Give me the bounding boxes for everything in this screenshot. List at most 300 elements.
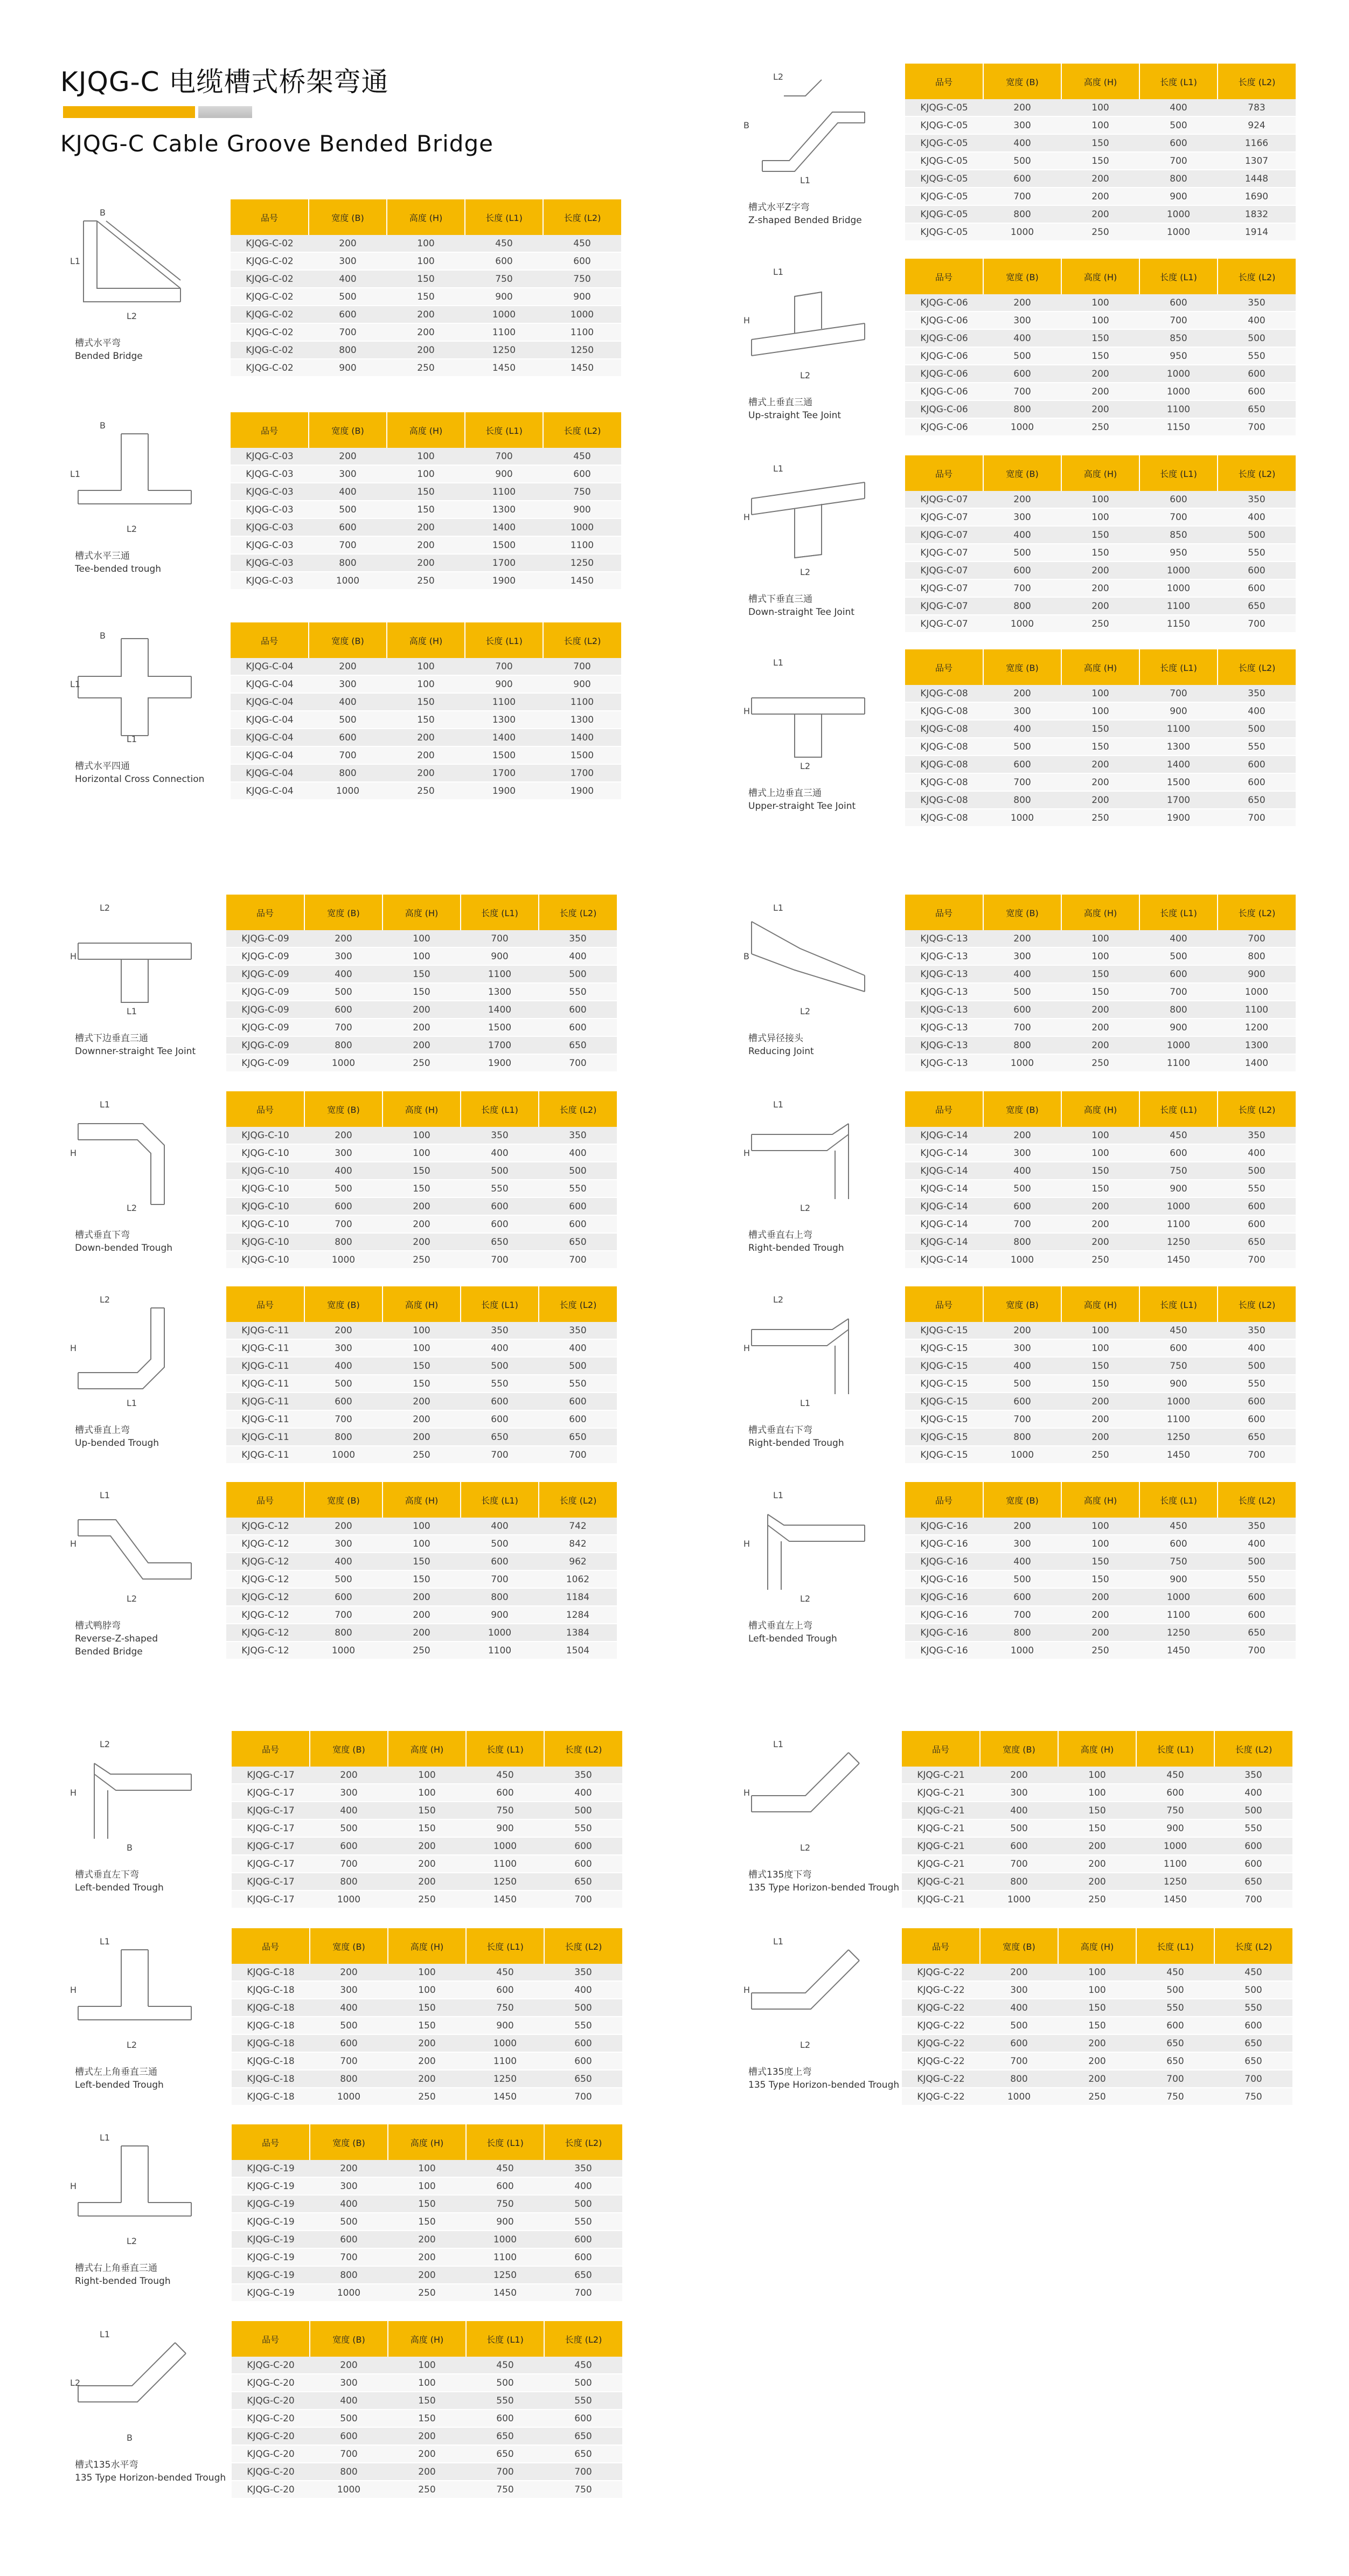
table-cell: 1000 xyxy=(543,306,621,323)
table-cell: KJQG-C-02 xyxy=(231,288,309,306)
table-cell: KJQG-C-21 xyxy=(902,1891,980,1908)
table-cell: 150 xyxy=(387,270,465,288)
table-cell: 700 xyxy=(983,1215,1061,1233)
dimension-label: L1 xyxy=(100,2132,110,2143)
table-header-row xyxy=(905,649,1296,685)
table-cell: 500 xyxy=(304,1180,383,1197)
table-cell: 200 xyxy=(1061,1606,1139,1624)
table-cell: 600 xyxy=(1139,491,1218,508)
table-cell: 500 xyxy=(1136,1981,1214,1999)
dimension-label: L1 xyxy=(127,1398,137,1408)
table-cell: 500 xyxy=(539,1162,617,1180)
spec-table xyxy=(902,1928,1292,2106)
table-row xyxy=(905,720,1296,738)
table-cell: KJQG-C-11 xyxy=(226,1410,304,1428)
table-cell: 200 xyxy=(1061,562,1139,579)
table-row xyxy=(902,2034,1292,2052)
dimension-label: L2 xyxy=(70,2378,81,2388)
table-row xyxy=(905,1518,1296,1535)
table-cell: KJQG-C-14 xyxy=(905,1251,983,1269)
table-cell: 600 xyxy=(539,1019,617,1036)
table-cell: 200 xyxy=(983,1518,1061,1535)
table-cell: 200 xyxy=(388,2463,466,2481)
table-cell: KJQG-C-03 xyxy=(231,536,309,554)
table-cell: KJQG-C-18 xyxy=(232,1999,310,2017)
table-row xyxy=(232,1981,622,1999)
column-header: 高度 (H) xyxy=(383,1286,461,1322)
table-cell: 350 xyxy=(1218,491,1296,508)
table-cell: 400 xyxy=(310,2195,388,2213)
table-cell: 100 xyxy=(388,1981,466,1999)
table-cell: 100 xyxy=(388,2374,466,2392)
table-cell: 150 xyxy=(383,1553,461,1570)
table-cell: 300 xyxy=(310,1981,388,1999)
table-cell: KJQG-C-07 xyxy=(905,526,983,544)
table-header-row xyxy=(905,455,1296,491)
table-cell: 1100 xyxy=(1139,720,1218,738)
table-cell: 900 xyxy=(466,1819,544,1837)
table-cell: 200 xyxy=(980,1964,1058,1981)
column-header: 高度 (H) xyxy=(1061,259,1139,294)
dimension-label: L1 xyxy=(127,1006,137,1016)
table-row xyxy=(902,1819,1292,1837)
product-caption xyxy=(748,2066,899,2092)
dimension-label: B xyxy=(743,120,749,130)
table-cell: 200 xyxy=(310,1964,388,1981)
table-row xyxy=(902,2088,1292,2106)
table-cell: 400 xyxy=(980,1999,1058,2017)
dimension-label: L2 xyxy=(800,1203,811,1213)
table-cell: 600 xyxy=(543,252,621,270)
table-cell: 200 xyxy=(1058,1855,1136,1873)
table-cell: 1300 xyxy=(543,711,621,729)
table-cell: 700 xyxy=(1214,1891,1292,1908)
table-cell: 100 xyxy=(387,235,465,252)
table-row xyxy=(902,1837,1292,1855)
product-caption xyxy=(748,1619,837,1645)
table-cell: 650 xyxy=(544,2445,622,2463)
table-row xyxy=(902,1767,1292,1784)
table-row xyxy=(902,1999,1292,2017)
table-cell: 950 xyxy=(1139,544,1218,562)
table-cell: KJQG-C-02 xyxy=(231,252,309,270)
table-cell: 650 xyxy=(1218,400,1296,418)
table-cell: 150 xyxy=(1061,1180,1139,1197)
table-cell: 150 xyxy=(1061,544,1139,562)
table-cell: 1000 xyxy=(1139,205,1218,223)
table-cell: 100 xyxy=(388,1784,466,1802)
table-cell: 200 xyxy=(387,746,465,764)
table-cell: 400 xyxy=(1218,1144,1296,1162)
table-cell: 600 xyxy=(544,2248,622,2266)
table-cell: KJQG-C-18 xyxy=(232,2070,310,2088)
table-cell: 300 xyxy=(983,1339,1061,1357)
table-cell: 550 xyxy=(1136,1999,1214,2017)
table-cell: KJQG-C-19 xyxy=(232,2266,310,2284)
table-row xyxy=(231,483,621,501)
table-cell: 200 xyxy=(387,536,465,554)
table-cell: 600 xyxy=(1218,756,1296,773)
table-row xyxy=(905,738,1296,756)
table-cell: 200 xyxy=(383,1215,461,1233)
product-caption xyxy=(748,1229,844,1255)
table-cell: KJQG-C-16 xyxy=(905,1553,983,1570)
caption-cn: 槽式下垂直三通 xyxy=(748,594,812,605)
table-cell: 800 xyxy=(310,2266,388,2284)
table-cell: 100 xyxy=(1061,1535,1139,1553)
table-cell: 100 xyxy=(1061,702,1139,720)
column-header: 长度 (L1) xyxy=(1139,1286,1218,1322)
table-cell: 700 xyxy=(1139,983,1218,1001)
table-cell: 650 xyxy=(1218,791,1296,809)
table-cell: KJQG-C-09 xyxy=(226,1001,304,1019)
caption-cn: 槽式上边垂直三通 xyxy=(748,788,822,799)
table-cell: 200 xyxy=(387,306,465,323)
caption-cn: 槽式鸭脖弯 xyxy=(75,1621,121,1631)
dimension-label: H xyxy=(743,1343,750,1353)
table-row xyxy=(226,1180,617,1197)
table-cell: 200 xyxy=(1061,365,1139,383)
table-cell: 800 xyxy=(309,554,387,572)
table-cell: 150 xyxy=(1061,1553,1139,1570)
table-row xyxy=(905,1215,1296,1233)
table-cell: 600 xyxy=(980,2034,1058,2052)
column-header: 品号 xyxy=(905,259,983,294)
table-cell: 600 xyxy=(1218,1606,1296,1624)
table-cell: 500 xyxy=(1218,720,1296,738)
table-row xyxy=(232,2231,622,2248)
table-cell: 1000 xyxy=(304,1251,383,1269)
caption-en: Upper-straight Tee Joint xyxy=(748,801,856,812)
product-drawing xyxy=(67,1286,202,1410)
table-cell: 650 xyxy=(1136,2052,1214,2070)
table-row xyxy=(232,2445,622,2463)
column-header: 长度 (L2) xyxy=(543,412,621,448)
table-row xyxy=(232,2017,622,2034)
table-cell: 700 xyxy=(1136,2070,1214,2088)
column-header: 高度 (H) xyxy=(383,895,461,930)
table-cell: KJQG-C-07 xyxy=(905,508,983,526)
table-cell: KJQG-C-08 xyxy=(905,809,983,827)
table-row xyxy=(231,306,621,323)
table-cell: KJQG-C-17 xyxy=(232,1784,310,1802)
table-cell: KJQG-C-11 xyxy=(226,1446,304,1464)
product-caption xyxy=(748,593,854,619)
table-cell: KJQG-C-20 xyxy=(232,2409,310,2427)
table-cell: 100 xyxy=(1061,1518,1139,1535)
table-cell: 1000 xyxy=(983,809,1061,827)
table-cell: 150 xyxy=(383,1162,461,1180)
column-header: 高度 (H) xyxy=(383,1482,461,1518)
column-header: 长度 (L2) xyxy=(1218,455,1296,491)
caption-cn: 槽式135水平弯 xyxy=(75,2460,138,2470)
table-row xyxy=(226,1197,617,1215)
table-cell: 500 xyxy=(1218,526,1296,544)
table-cell: 300 xyxy=(304,947,383,965)
table-row xyxy=(905,930,1296,947)
table-row xyxy=(905,134,1296,152)
table-cell: 600 xyxy=(1214,1837,1292,1855)
table-cell: 200 xyxy=(383,1624,461,1642)
table-cell: 450 xyxy=(1139,1518,1218,1535)
table-cell: 1250 xyxy=(466,2070,544,2088)
table-cell: 700 xyxy=(461,1251,539,1269)
table-cell: 350 xyxy=(461,1127,539,1144)
table-cell: 150 xyxy=(1058,1999,1136,2017)
table-cell: 1100 xyxy=(461,965,539,983)
table-row xyxy=(232,2374,622,2392)
table-header-row xyxy=(226,1286,617,1322)
table-cell: 900 xyxy=(543,288,621,306)
table-cell: 150 xyxy=(388,2409,466,2427)
table-cell: 700 xyxy=(1218,1642,1296,1659)
table-cell: 200 xyxy=(1061,1036,1139,1054)
table-cell: 100 xyxy=(383,1127,461,1144)
table-cell: 600 xyxy=(539,1001,617,1019)
column-header: 长度 (L2) xyxy=(1218,259,1296,294)
table-cell: KJQG-C-22 xyxy=(902,2034,980,2052)
table-cell: 700 xyxy=(304,1606,383,1624)
table-row xyxy=(905,365,1296,383)
table-cell: 1400 xyxy=(465,518,543,536)
table-cell: 900 xyxy=(465,465,543,483)
table-cell: KJQG-C-11 xyxy=(226,1339,304,1357)
table-cell: 700 xyxy=(304,1019,383,1036)
table-cell: 750 xyxy=(1136,2088,1214,2106)
spec-table xyxy=(905,1091,1296,1269)
column-header: 长度 (L2) xyxy=(543,199,621,235)
column-header: 高度 (H) xyxy=(388,2124,466,2160)
table-cell: 700 xyxy=(1139,508,1218,526)
dimension-label: L2 xyxy=(800,1006,811,1016)
table-cell: KJQG-C-21 xyxy=(902,1767,980,1784)
table-row xyxy=(232,1819,622,1837)
table-cell: 1100 xyxy=(466,1855,544,1873)
table-cell: 1500 xyxy=(465,536,543,554)
table-cell: KJQG-C-12 xyxy=(226,1553,304,1570)
table-cell: 600 xyxy=(983,170,1061,188)
table-cell: 500 xyxy=(310,1819,388,1837)
table-cell: 1000 xyxy=(466,1837,544,1855)
table-cell: KJQG-C-22 xyxy=(902,2017,980,2034)
table-cell: 900 xyxy=(1139,1180,1218,1197)
table-cell: 1250 xyxy=(1139,1624,1218,1642)
table-cell: 1700 xyxy=(1139,791,1218,809)
table-cell: 100 xyxy=(387,675,465,693)
table-cell: 1184 xyxy=(539,1588,617,1606)
table-cell: 850 xyxy=(1139,329,1218,347)
table-cell: 400 xyxy=(983,720,1061,738)
table-cell: 1450 xyxy=(1139,1642,1218,1659)
table-cell: 300 xyxy=(310,2374,388,2392)
table-cell: 500 xyxy=(461,1357,539,1375)
table-cell: 700 xyxy=(309,746,387,764)
table-cell: 250 xyxy=(383,1446,461,1464)
table-cell: 650 xyxy=(1218,597,1296,615)
table-cell: KJQG-C-05 xyxy=(905,205,983,223)
table-cell: 100 xyxy=(383,1339,461,1357)
table-cell: 750 xyxy=(1139,1162,1218,1180)
column-header: 宽度 (B) xyxy=(310,1928,388,1964)
table-cell: 150 xyxy=(383,1570,461,1588)
table-row xyxy=(232,1964,622,1981)
table-cell: 150 xyxy=(388,2195,466,2213)
table-cell: KJQG-C-14 xyxy=(905,1162,983,1180)
table-cell: 400 xyxy=(983,526,1061,544)
table-cell: 250 xyxy=(387,359,465,377)
table-cell: 700 xyxy=(1218,1251,1296,1269)
table-cell: 150 xyxy=(1061,965,1139,983)
table-row xyxy=(905,418,1296,436)
table-cell: 700 xyxy=(304,1410,383,1428)
table-row xyxy=(231,341,621,359)
table-cell: 1000 xyxy=(980,1891,1058,1908)
table-cell: 600 xyxy=(310,2034,388,2052)
column-header: 品号 xyxy=(905,895,983,930)
table-cell: 1000 xyxy=(1139,1036,1218,1054)
table-cell: 1690 xyxy=(1218,188,1296,205)
table-cell: KJQG-C-20 xyxy=(232,2445,310,2463)
table-cell: 800 xyxy=(980,2070,1058,2088)
table-cell: 150 xyxy=(387,711,465,729)
table-cell: 500 xyxy=(1214,1802,1292,1819)
table-row xyxy=(232,2284,622,2302)
table-row xyxy=(905,756,1296,773)
column-header: 长度 (L1) xyxy=(461,895,539,930)
column-header: 长度 (L2) xyxy=(539,1286,617,1322)
table-header-row xyxy=(231,412,621,448)
spec-table xyxy=(902,1731,1292,1909)
table-cell: 400 xyxy=(1218,311,1296,329)
product-caption xyxy=(75,1424,159,1450)
table-cell: KJQG-C-11 xyxy=(226,1357,304,1375)
table-cell: KJQG-C-08 xyxy=(905,720,983,738)
table-cell: 750 xyxy=(466,2481,544,2498)
table-cell: KJQG-C-20 xyxy=(232,2481,310,2498)
table-cell: 200 xyxy=(383,1001,461,1019)
spec-table xyxy=(226,1482,617,1660)
table-cell: 1250 xyxy=(1139,1428,1218,1446)
dimension-label: L2 xyxy=(100,1294,110,1305)
column-header: 宽度 (B) xyxy=(980,1928,1058,1964)
table-row xyxy=(905,1553,1296,1570)
table-cell: 1400 xyxy=(1218,1054,1296,1072)
table-row xyxy=(231,746,621,764)
table-cell: 200 xyxy=(388,2445,466,2463)
table-cell: 500 xyxy=(1139,947,1218,965)
table-cell: KJQG-C-13 xyxy=(905,1054,983,1072)
table-row xyxy=(232,2357,622,2374)
table-cell: 1000 xyxy=(310,2088,388,2106)
table-cell: 200 xyxy=(983,685,1061,702)
caption-en: Downner-straight Tee Joint xyxy=(75,1046,196,1057)
table-cell: KJQG-C-15 xyxy=(905,1410,983,1428)
column-header: 宽度 (B) xyxy=(310,2124,388,2160)
table-row xyxy=(226,1233,617,1251)
product-drawing xyxy=(67,1482,202,1606)
table-cell: 1100 xyxy=(461,1642,539,1659)
spec-table xyxy=(232,1928,622,2106)
dimension-label: L1 xyxy=(773,1936,784,1947)
table-row xyxy=(226,1144,617,1162)
table-row xyxy=(905,1001,1296,1019)
table-cell: 750 xyxy=(544,2481,622,2498)
table-cell: 700 xyxy=(983,773,1061,791)
table-cell: 150 xyxy=(388,2392,466,2409)
product-caption xyxy=(75,2262,171,2288)
table-cell: 700 xyxy=(465,658,543,675)
column-header: 宽度 (B) xyxy=(309,412,387,448)
spec-table xyxy=(232,2124,622,2302)
title-grey-bar xyxy=(198,106,252,118)
table-cell: 600 xyxy=(465,252,543,270)
table-row xyxy=(232,2392,622,2409)
table-cell: 250 xyxy=(383,1251,461,1269)
table-row xyxy=(905,1233,1296,1251)
table-cell: 800 xyxy=(304,1233,383,1251)
table-cell: KJQG-C-13 xyxy=(905,1001,983,1019)
table-cell: 1450 xyxy=(466,2284,544,2302)
spec-table xyxy=(232,1731,622,1909)
table-cell: 200 xyxy=(388,2034,466,2052)
table-cell: 1000 xyxy=(310,2481,388,2498)
table-cell: 600 xyxy=(1218,1393,1296,1410)
table-cell: 700 xyxy=(304,1215,383,1233)
table-cell: KJQG-C-15 xyxy=(905,1339,983,1357)
table-cell: 600 xyxy=(1218,1197,1296,1215)
table-header-row xyxy=(905,259,1296,294)
table-cell: 1000 xyxy=(461,1624,539,1642)
table-cell: 900 xyxy=(1139,1019,1218,1036)
dimension-label: H xyxy=(743,1148,750,1158)
product-drawing xyxy=(741,455,875,579)
table-row xyxy=(232,1837,622,1855)
caption-cn: 槽式异径接头 xyxy=(748,1033,803,1044)
table-cell: KJQG-C-17 xyxy=(232,1819,310,1837)
table-cell: 350 xyxy=(1214,1767,1292,1784)
dimension-label: H xyxy=(743,315,750,326)
table-cell: 700 xyxy=(1218,1446,1296,1464)
table-cell: 400 xyxy=(539,1144,617,1162)
caption-cn: 槽式135度下弯 xyxy=(748,1869,812,1880)
table-cell: 400 xyxy=(980,1802,1058,1819)
table-cell: 350 xyxy=(1218,1127,1296,1144)
table-cell: 400 xyxy=(310,1802,388,1819)
table-row xyxy=(232,1767,622,1784)
table-cell: 600 xyxy=(304,1393,383,1410)
table-cell: 200 xyxy=(388,2070,466,2088)
table-cell: KJQG-C-07 xyxy=(905,544,983,562)
page-title: KJQG-C 电缆槽式桥架弯通 xyxy=(60,66,389,98)
table-cell: 800 xyxy=(1139,170,1218,188)
product-drawing xyxy=(67,199,202,323)
table-cell: KJQG-C-18 xyxy=(232,1964,310,1981)
table-row xyxy=(905,685,1296,702)
table-cell: 200 xyxy=(1058,2052,1136,2070)
table-cell: KJQG-C-10 xyxy=(226,1251,304,1269)
table-row xyxy=(905,1535,1296,1553)
table-header-row xyxy=(232,2124,622,2160)
table-cell: 800 xyxy=(983,1036,1061,1054)
table-cell: 500 xyxy=(983,1570,1061,1588)
table-row xyxy=(231,448,621,465)
table-cell: 1700 xyxy=(465,764,543,782)
table-cell: 600 xyxy=(544,2231,622,2248)
table-row xyxy=(226,1624,617,1642)
table-cell: 400 xyxy=(461,1518,539,1535)
column-header: 品号 xyxy=(226,1482,304,1518)
table-cell: 1000 xyxy=(1136,1837,1214,1855)
